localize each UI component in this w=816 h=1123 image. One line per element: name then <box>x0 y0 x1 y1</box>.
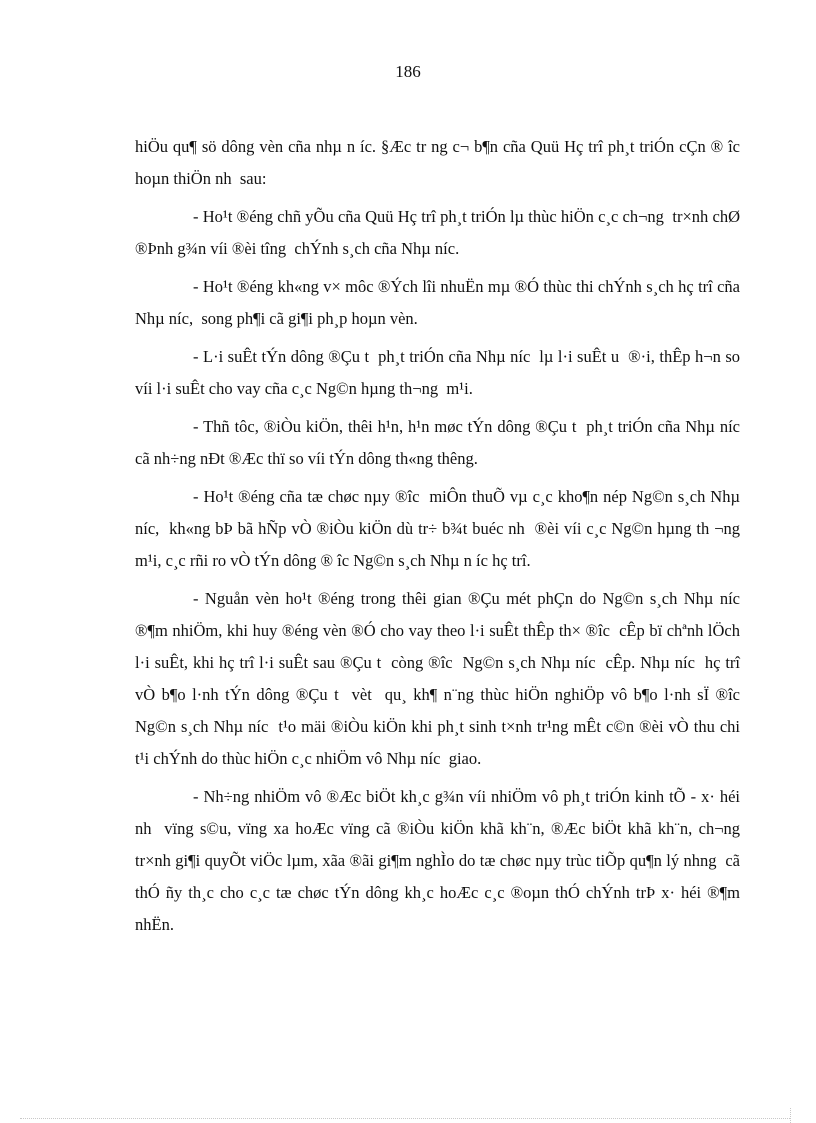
paragraph-7: - Nguån vèn ho¹t ®éng trong thêi gian ®Çu mét phÇn do Ng©n s¸ch Nhµ níc ®¶m nhiÖm, khi huy ®éng vèn ®Ó cho vay theo l·i suÊt thÊp th× ®îc cÊp bï chªnh lÖch l·i suÊt, khi hç trî l·i suÊt sau ®Çu t còng ®îc Ng©n s¸ch Nhµ níc cÊp. Nhµ níc hç trî vÒ b¶o l·nh tÝn dông ®Çu t vèt qu¸ kh¶ n¨ng thùc hiÖn nghiÖp vô b¶o l·nh sÏ ®îc Ng©n s¸ch Nhµ níc t¹o mäi ®iÒu kiÖn khi ph¸t sinh t×nh tr¹ng mÊt c©n ®èi vÒ thu chi t¹i chÝnh do thùc hiÖn c¸c nhiÖm vô Nhµ níc giao. <box>135 589 749 768</box>
paragraph-4: - L·i suÊt tÝn dông ®Çu t ph¸t triÓn cña Nhµ níc lµ l·i suÊt u ®·i, thÊp h¬n so víi l·i suÊt cho vay cña c¸c Ng©n hµng th¬ng m¹i. <box>135 347 745 398</box>
page-bottom-border <box>20 1118 790 1119</box>
paragraph-5: - Thñ tôc, ®iÒu kiÖn, thêi h¹n, h¹n møc tÝn dông ®Çu t ph¸t triÓn cña Nhµ níc cã nh÷ng nÐt ®Æc thï so víi tÝn dông th«ng thêng. <box>135 417 749 468</box>
paragraph-1: hiÖu qu¶ sö dông vèn cña nhµ n íc. §Æc tr ng c¬ b¶n cña Quü Hç trî ph¸t triÓn cÇn ® îc hoµn thiÖn nh sau: <box>135 137 745 188</box>
paragraph-3: - Ho¹t ®éng kh«ng v× môc ®Ých lîi nhuËn mµ ®Ó thùc thi chÝnh s¸ch hç trî cña Nhµ níc, song ph¶i cã gi¶i ph¸p hoµn vèn. <box>135 277 745 328</box>
document-body <box>135 131 749 947</box>
paragraph-8: - Nh÷ng nhiÖm vô ®Æc biÖt kh¸c g¾n víi nhiÖm vô ph¸t triÓn kinh tÕ - x· héi nh vïng s©u, vïng xa hoÆc vïng cã ®iÒu kiÖn khã kh¨n, ®Æc biÖt khã kh¨n, ch¬ng tr×nh gi¶i quyÕt viÖc lµm, xãa ®ãi gi¶m nghÌo do tæ chøc nµy trùc tiÕp qu¶n lý nhng cã thÓ ñy th¸c cho c¸c tæ chøc tÝn dông kh¸c hoÆc c¸c ®oµn thÓ chÝnh trÞ x· héi ®¶m nhËn. <box>135 787 749 934</box>
page-right-border <box>790 1108 791 1123</box>
page-number: 186 <box>395 62 421 81</box>
paragraph-2: - Ho¹t ®éng chñ yÕu cña Quü Hç trî ph¸t triÓn lµ thùc hiÖn c¸c ch¬ng tr×nh chØ ®Þnh g¾n víi ®èi tîng chÝnh s¸ch cña Nhµ níc. <box>135 207 745 258</box>
paragraph-6: - Ho¹t ®éng cña tæ chøc nµy ®îc miÔn thuÕ vµ c¸c kho¶n nép Ng©n s¸ch Nhµ níc, kh«ng bÞ bã hÑp vÒ ®iÒu kiÖn dù tr÷ b¾t buéc nh ®èi víi c¸c Ng©n hµng th ¬ng m¹i, c¸c rñi ro vÒ tÝn dông ® îc Ng©n s¸ch Nhµ n íc hç trî. <box>135 487 745 570</box>
